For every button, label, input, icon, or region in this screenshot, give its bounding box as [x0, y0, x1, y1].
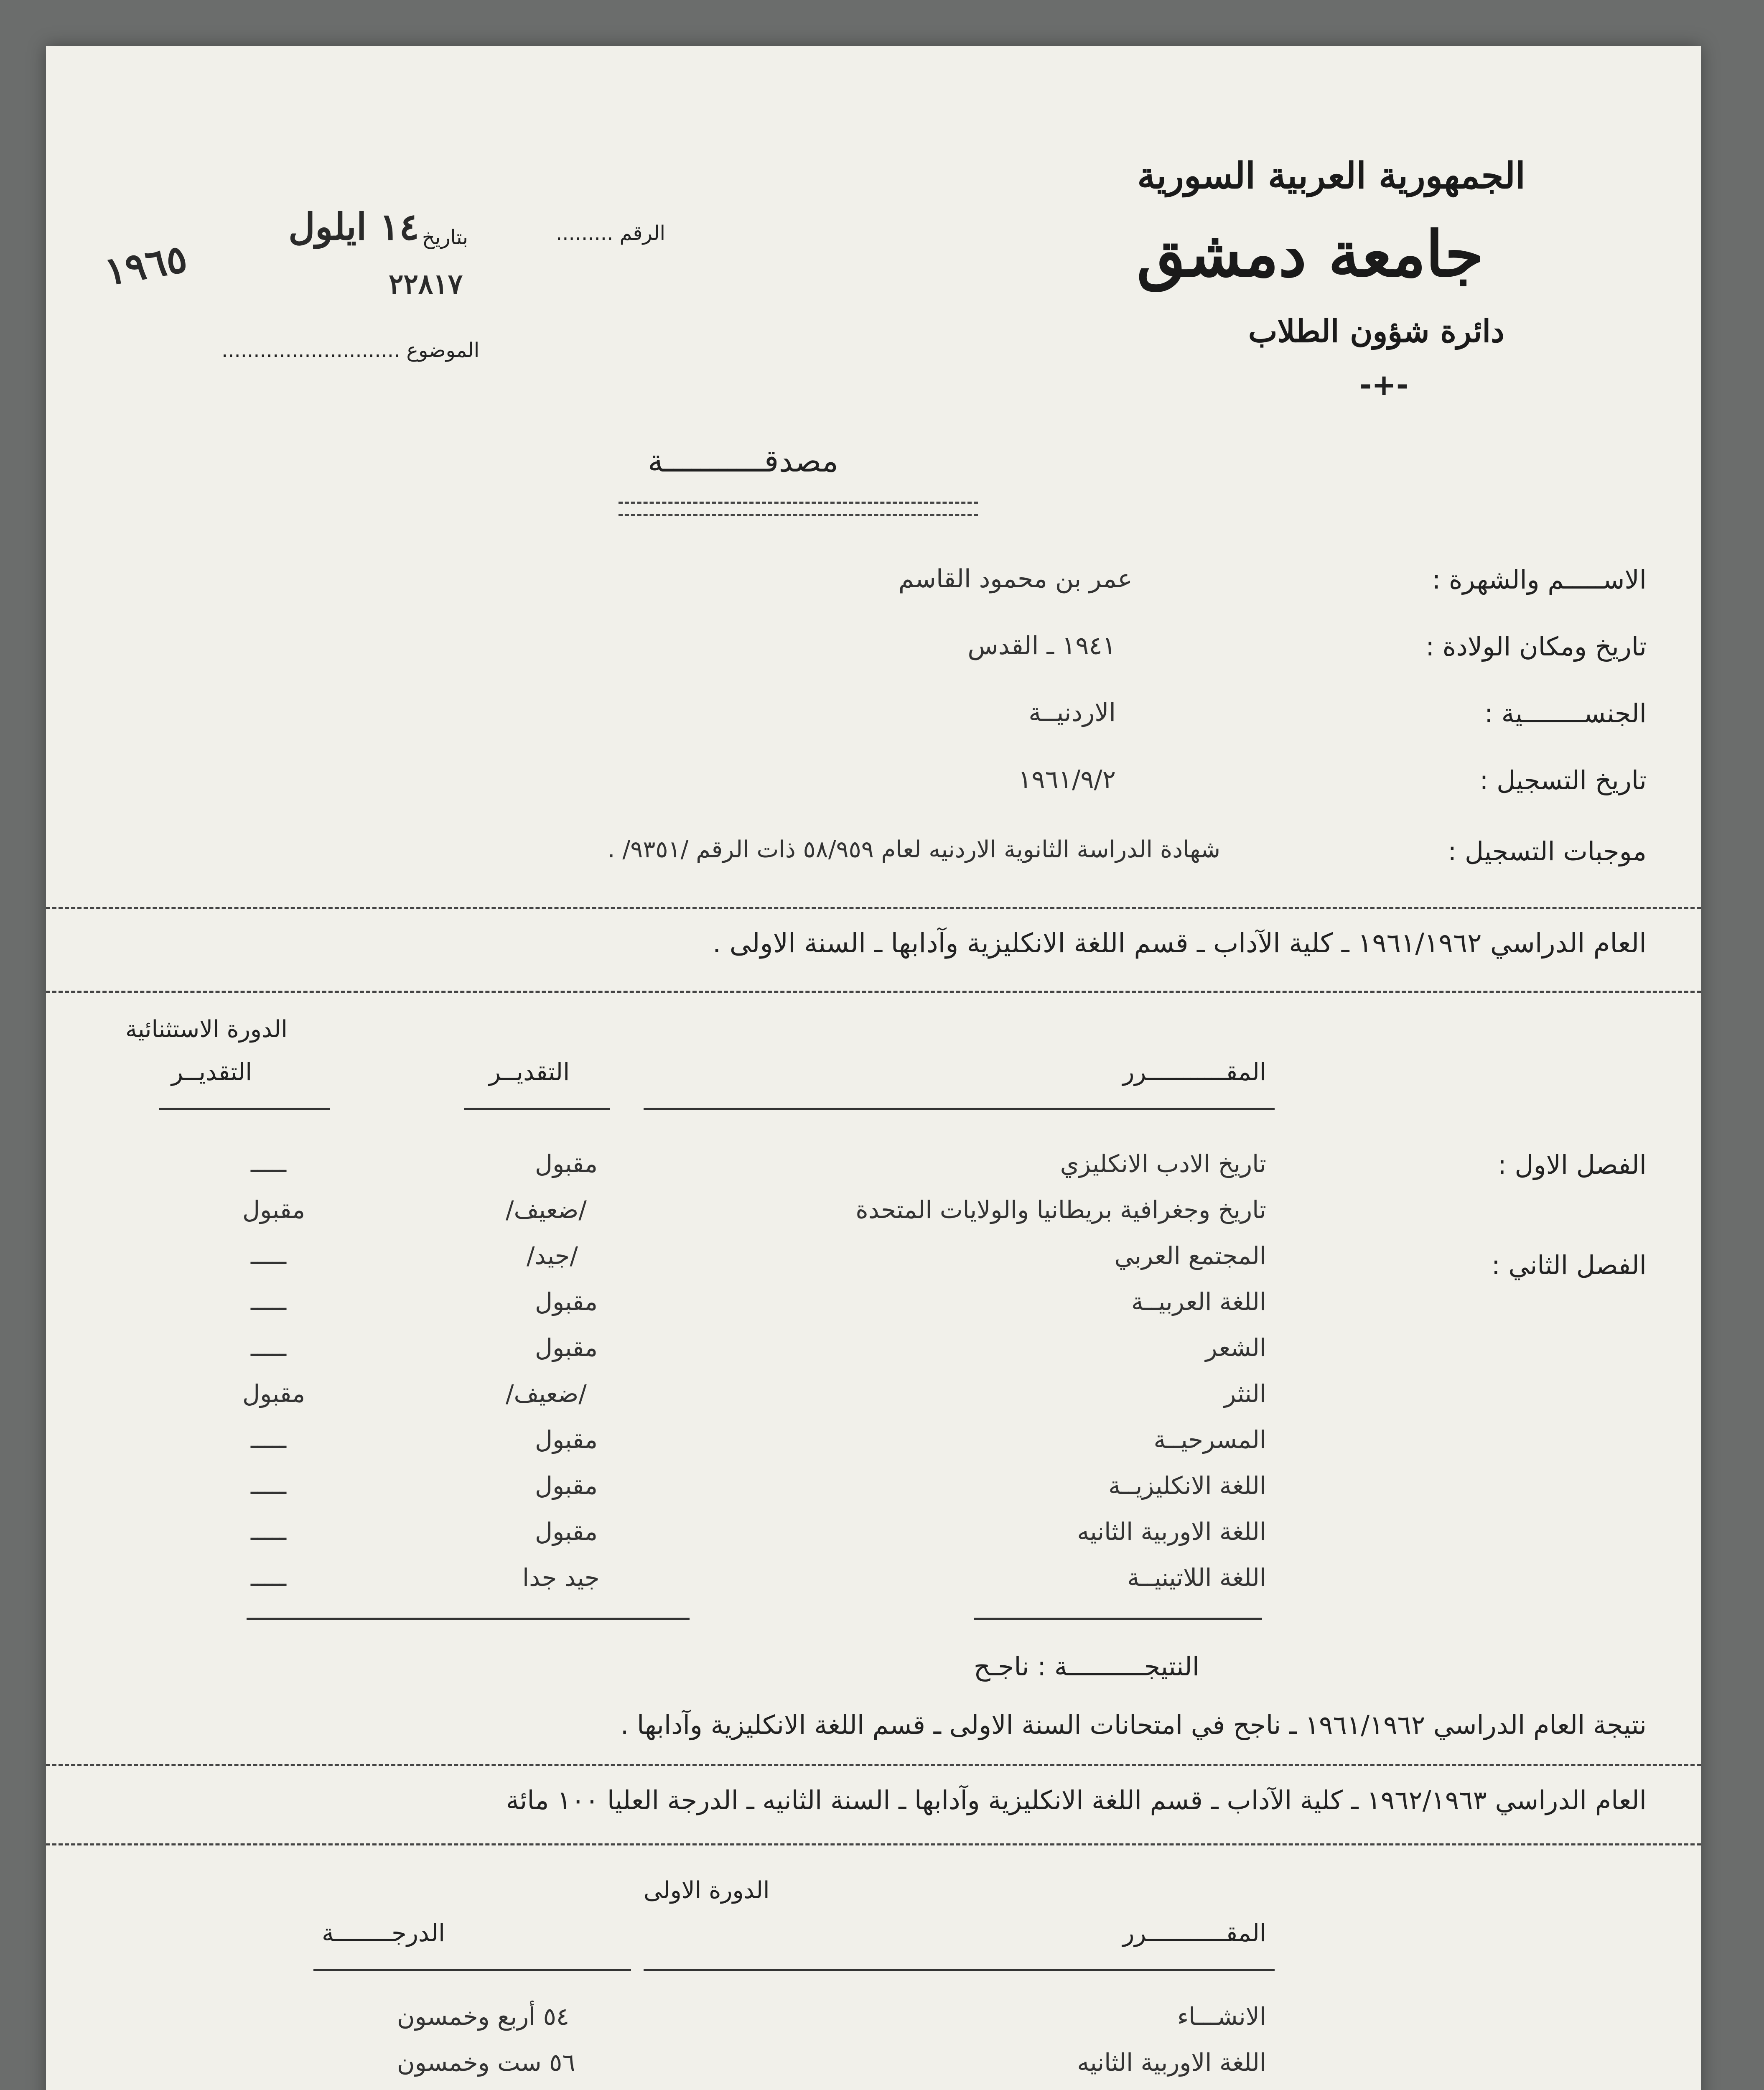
year2-row-course: اللغة الاوربية الثانيه [1077, 2048, 1266, 2077]
birth-label: تاريخ ومكان الولادة : [1425, 631, 1647, 662]
department-name: دائرة شؤون الطلاب [1248, 314, 1504, 349]
year1-row-grade: مقبول [535, 1287, 598, 1316]
year2-col-session: الدورة الاولى [644, 1877, 770, 1904]
reference-date-label: بتاريخ [422, 226, 468, 249]
year1-row-exc: ـــــ [251, 1241, 286, 1270]
year1-row-exc: ـــــ [251, 1150, 286, 1178]
subject-label: الموضوع ............................ [221, 339, 480, 362]
year1-row-exc: مقبول [242, 1195, 305, 1224]
column-rule [644, 1969, 1275, 1971]
name-value: عمر بن محمود القاسم [898, 564, 1133, 594]
year2-row-mark: ٥٦ ست وخمسون [397, 2048, 575, 2077]
year1-row-grade: مقبول [535, 1333, 598, 1362]
year1-row-exc: ـــــ [251, 1333, 286, 1362]
registration-value: ١٩٦١/٩/٢ [1018, 765, 1116, 794]
letterhead-mark: -+- [1359, 368, 1408, 402]
year1-row-exc: ـــــ [251, 1517, 286, 1546]
year1-row-exc: ـــــ [251, 1563, 286, 1592]
reference-date-value: ١٤ ايلول [288, 205, 419, 248]
year1-row-grade: /جيد/ [527, 1241, 578, 1270]
year1-row-exc: ـــــ [251, 1287, 286, 1316]
year1-col-exceptional: الدورة الاستثنائية [125, 1016, 288, 1043]
year2-heading: العام الدراسي ١٩٦٢/١٩٦٣ ـ كلية الآداب ـ قسم اللغة الانكليزية وآدابها ـ السنة الثانيه ـ الدرجة العليا ١٠٠ مائة [506, 1785, 1647, 1815]
year1-row-course: اللغة اللاتينيــة [1127, 1563, 1266, 1592]
column-rule [644, 1108, 1275, 1110]
republic-heading: الجمهورية العربية السورية [1137, 155, 1525, 197]
column-rule [159, 1108, 330, 1110]
year1-row-course: اللغة الانكليزيــة [1108, 1471, 1266, 1500]
year1-result: النتيجــــــــــة : ناجـح [973, 1651, 1199, 1682]
title-underline-2 [619, 514, 978, 516]
registration-label: تاريخ التسجيل : [1479, 765, 1647, 795]
nationality-label: الجنســــــــية : [1484, 698, 1647, 729]
year1-row-grade: مقبول [535, 1425, 598, 1454]
year2-row-course: الانشـــاء [1177, 2002, 1266, 2031]
basis-label: موجبات التسجيل : [1448, 836, 1647, 867]
document-title: مصدقـــــــــــة [648, 443, 839, 479]
year1-row-grade: مقبول [535, 1471, 598, 1500]
year2-col-mark: الدرجــــــــة [322, 1919, 445, 1947]
university-name: جامعة دمشق [1137, 217, 1484, 291]
name-label: الاســـــم والشهرة : [1432, 564, 1647, 595]
birth-value: ١٩٤١ ـ القدس [967, 631, 1116, 660]
year1-col-grade: التقديــر [489, 1058, 570, 1086]
year2-col-course: المقـــــــــــرر [1123, 1919, 1266, 1947]
year1-row-course: اللغة الاوربية الثانيه [1077, 1517, 1266, 1546]
year1-row-course: الشعر [1205, 1333, 1266, 1362]
certificate-sheet [46, 46, 1701, 2090]
year2-row-mark: ٥٤ أربع وخمسون [397, 2002, 570, 2031]
year1-row-grade: مقبول [535, 1150, 598, 1178]
year1-row-course: المسرحيــة [1153, 1425, 1266, 1454]
year1-row-grade: مقبول [535, 1517, 598, 1546]
year1-heading: العام الدراسي ١٩٦١/١٩٦٢ ـ كلية الآداب ـ قسم اللغة الانكليزية وآدابها ـ السنة الاولى . [713, 928, 1647, 959]
semester1-label: الفصل الاول : [1497, 1150, 1647, 1180]
divider [46, 907, 1701, 909]
year1-col-course: المقـــــــــــرر [1123, 1058, 1266, 1086]
year1-row-grade: /ضعيف/ [506, 1379, 587, 1408]
year1-row-exc: مقبول [242, 1379, 305, 1408]
divider [46, 1764, 1701, 1766]
column-rule [974, 1618, 1262, 1620]
reference-number-value: ٢٢٨١٧ [389, 268, 463, 300]
reference-year: ١٩٦٥ [101, 235, 191, 295]
year1-row-course: تاريخ الادب الانكليزي [1060, 1150, 1266, 1178]
year1-row-grade: /ضعيف/ [506, 1195, 587, 1224]
semester2-label: الفصل الثاني : [1491, 1250, 1647, 1280]
reference-number-label: الرقم ......... [556, 222, 665, 245]
divider [46, 1843, 1701, 1845]
year1-row-course: المجتمع العربي [1114, 1241, 1266, 1270]
year1-row-course: النثر [1224, 1379, 1266, 1408]
column-rule [464, 1108, 610, 1110]
divider [46, 991, 1701, 993]
column-rule [247, 1618, 690, 1620]
year1-summary: نتيجة العام الدراسي ١٩٦١/١٩٦٢ ـ ناجح في امتحانات السنة الاولى ـ قسم اللغة الانكليزية وآدابها . [620, 1710, 1647, 1740]
column-rule [313, 1969, 631, 1971]
year1-row-exc: ـــــ [251, 1425, 286, 1454]
title-underline [619, 502, 978, 504]
year1-row-course: تاريخ وجغرافية بريطانيا والولايات المتحدة [855, 1195, 1266, 1224]
year1-row-grade: جيد جدا [522, 1563, 600, 1592]
year1-col-grade-exceptional: التقديــر [171, 1058, 252, 1086]
year1-row-exc: ـــــ [251, 1471, 286, 1500]
year1-row-course: اللغة العربيــة [1131, 1287, 1266, 1316]
basis-value: شهادة الدراسة الثانوية الاردنيه لعام ٥٨/٩٥٩ ذات الرقم /٩٣٥١/ . [607, 836, 1220, 863]
nationality-value: الاردنيــة [1028, 698, 1116, 727]
